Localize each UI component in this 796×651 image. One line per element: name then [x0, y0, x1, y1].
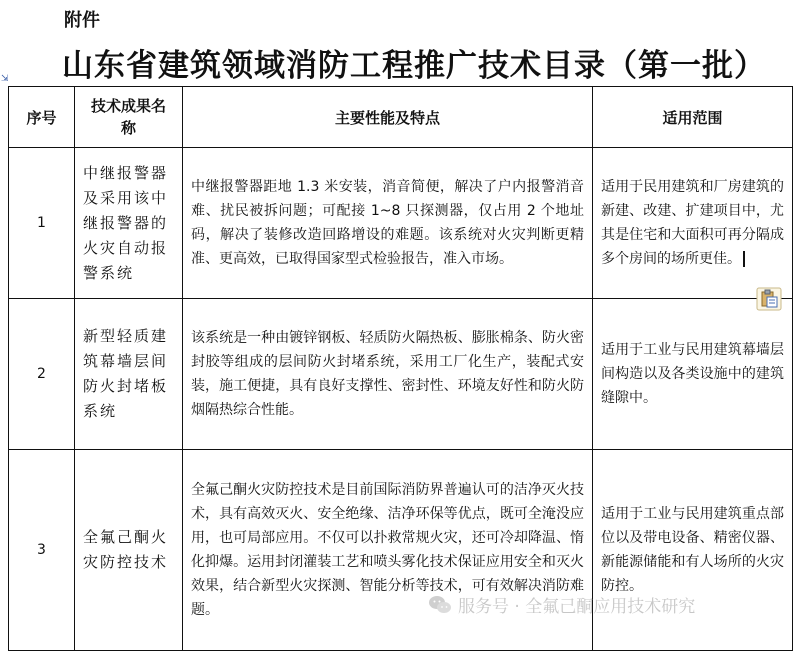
tech-name[interactable]: 全氟己酮火灾防控技术: [75, 450, 183, 651]
appendix-label: 附件: [64, 10, 100, 31]
row-number: 2: [9, 299, 75, 450]
tech-name[interactable]: 中继报警器及采用该中继报警器的火灾自动报警系统: [75, 148, 183, 299]
tech-scope[interactable]: 适用于工业与民用建筑重点部位以及带电设备、精密仪器、新能源储能和有人场所的火灾防控。: [593, 450, 793, 651]
text-cursor: [743, 251, 745, 267]
scope-text: 适用于民用建筑和厂房建筑的新建、改建、扩建项目中，尤其是住宅和大面积可再分隔成多个房间的场所更佳。: [601, 179, 784, 267]
row-number: 3: [9, 450, 75, 651]
tech-scope[interactable]: [593, 148, 793, 299]
header-scope: 适用范围: [593, 87, 793, 148]
row-number: 1: [9, 148, 75, 299]
anchor-marker: ⇲: [1, 74, 9, 84]
header-no: 序号: [9, 87, 75, 148]
tech-scope[interactable]: 适用于工业与民用建筑幕墙层间构造以及各类设施中的建筑缝隙中。: [593, 299, 793, 450]
table-row: [9, 148, 793, 299]
watermark-text: 服务号 · 全氟己酮应用技术研究: [458, 597, 696, 617]
tech-features[interactable]: 全氟己酮火灾防控技术是目前国际消防界普遍认可的洁净灭火技术，具有高效灭火、安全绝缘、洁净环保等优点，既可全淹没应用，也可局部应用。不仅可以扑救常规火灾，还可冷却降温、惰化抑爆。运用封闭灌装工艺和喷头雾化技术保证应用安全和灭火效果，结合新型火灾探测、智能分析等技术，可有效解决消防难题。: [183, 450, 593, 651]
wechat-icon: [428, 594, 452, 616]
technology-table: [8, 86, 793, 651]
tech-features[interactable]: 中继报警器距地 1.3 米安装，消音简便，解决了户内报警消音难、扰民被拆问题；可配接 1~8 只探测器，仅占用 2 个地址码，解决了装修改造回路增设的难题。该系统对火灾判断更精准、更高效，已取得国家型式检验报告，准入市场。: [183, 148, 593, 299]
watermark: [428, 592, 695, 617]
header-features: 主要性能及特点: [183, 87, 593, 148]
table-row: [9, 450, 793, 651]
document-title: 山东省建筑领域消防工程推广技术目录（第一批）: [62, 48, 766, 84]
tech-name[interactable]: 新型轻质建筑幕墙层间防火封堵板系统: [75, 299, 183, 450]
header-name: 技术成果名称: [75, 87, 183, 148]
tech-features[interactable]: 该系统是一种由镀锌钢板、轻质防火隔热板、膨胀棉条、防火密封胶等组成的层间防火封堵系统，采用工厂化生产，装配式安装，施工便捷，具有良好支撑性、密封性、环境友好性和防火防烟隔热综合性能。: [183, 299, 593, 450]
table-row: [9, 299, 793, 450]
paste-options-icon[interactable]: [756, 287, 782, 311]
table-header-row: [9, 87, 793, 148]
